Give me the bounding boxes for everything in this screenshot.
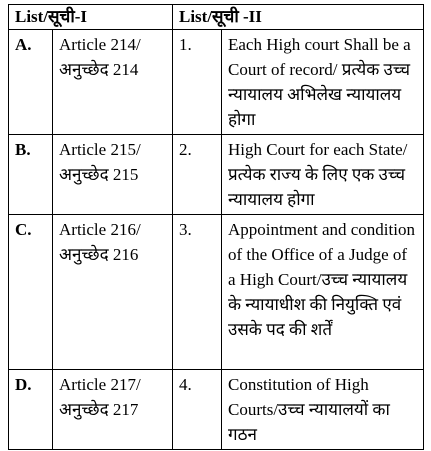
article-cell: Article 215/ अनुच्छेद 215 [53,135,173,215]
table-row [9,215,424,370]
row-letter: A. [9,30,53,135]
description-cell: Each High court Shall be a Court of record/ प्रत्येक उच्च न्यायालय अभिलेख न्यायालय होगा [222,30,424,135]
list-1-header: List/सूची-I [9,5,173,30]
row-number: 1. [173,30,222,135]
table-header-row [9,5,424,30]
row-number: 3. [173,215,222,370]
article-cell: Article 214/अनुच्छेद 214 [53,30,173,135]
description-cell: High Court for each State/प्रत्येक राज्य के लिए एक उच्च न्यायालय होगा [222,135,424,215]
table-row [9,30,424,135]
article-cell: Article 217/ अनुच्छेद 217 [53,370,173,450]
row-number: 4. [173,370,222,450]
article-cell: Article 216/ अनुच्छेद 216 [53,215,173,370]
list-2-header: List/सूची -II [173,5,424,30]
table-row [9,135,424,215]
description-cell: Constitution of High Courts/उच्च न्यायालयों का गठन [222,370,424,450]
description-cell: Appointment and condition of the Office of a Judge of a High Court/उच्च न्यायालय के न्यायाधीश की नियुक्ति एवं उसके पद की शर्तें [222,215,424,370]
row-letter: C. [9,215,53,370]
row-letter: B. [9,135,53,215]
row-number: 2. [173,135,222,215]
table-row [9,370,424,450]
row-letter: D. [9,370,53,450]
match-list-table [8,4,424,450]
